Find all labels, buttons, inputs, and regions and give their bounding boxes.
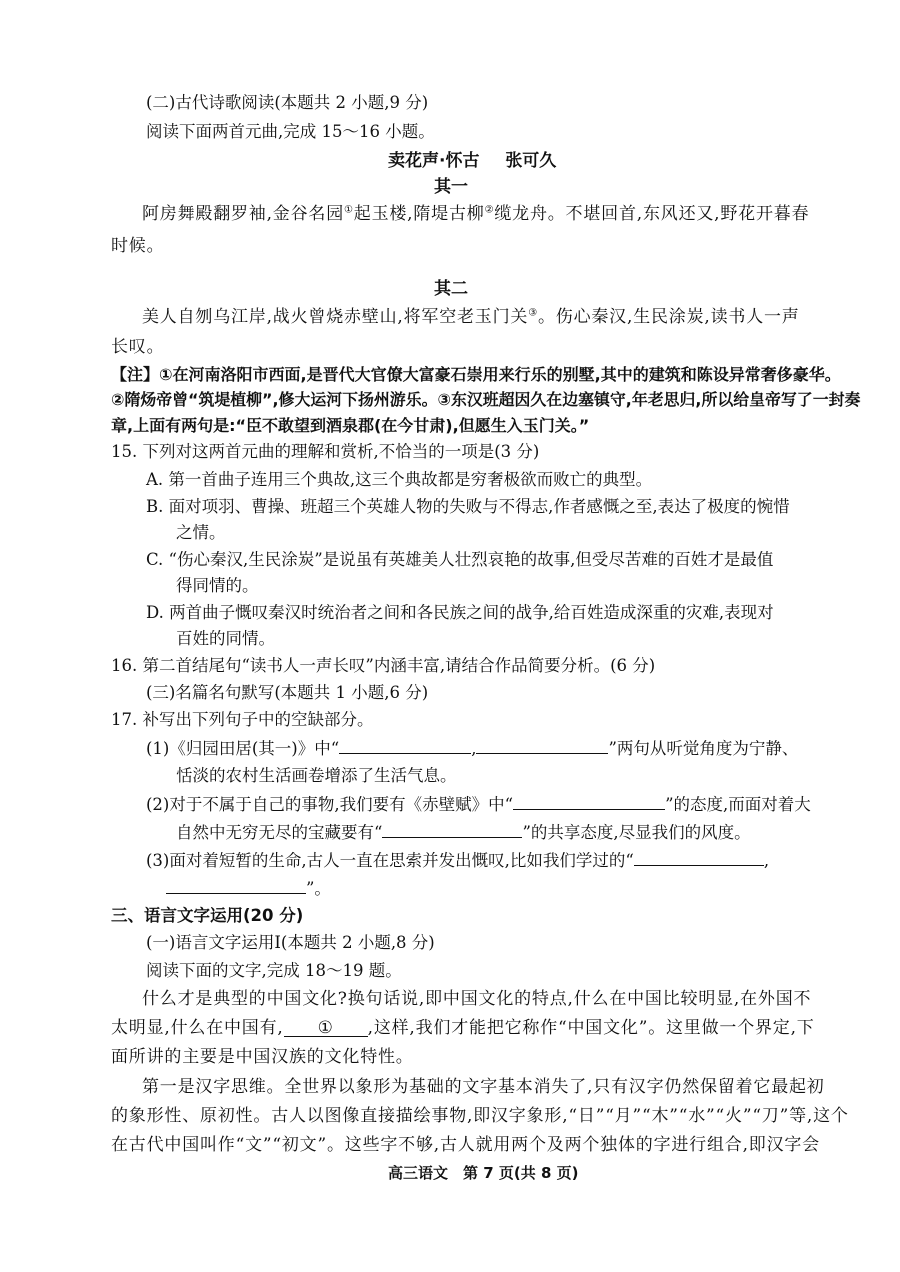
poem2-line2: 长叹。	[111, 337, 165, 357]
q17-item2-text-b: ”的态度,而面对着大	[665, 795, 811, 814]
q17-item1-line2: 恬淡的农村生活画卷增添了生活气息。	[176, 766, 457, 785]
poem1-line2: 时候。	[111, 236, 165, 256]
answer-blank[interactable]	[166, 877, 306, 894]
answer-blank[interactable]	[382, 821, 522, 838]
q17-item1-text-b: ,	[471, 739, 477, 758]
para2-line2: 的象形性、原初性。古人以图像直接描绘事物,即汉字象形,“日”“月”“木”“水”“火”“刀”等,这个	[111, 1106, 849, 1126]
q17-item2-line1	[146, 793, 811, 816]
part3-heading: 三、语言文字运用(20 分)	[111, 906, 304, 925]
q15-option-d-line2: 百姓的同情。	[176, 629, 275, 648]
poem2-line1-a: 美人自刎乌江岸,战火曾烧赤壁山,将军空老玉门关	[142, 307, 529, 327]
notes-line1: 【注】①在河南洛阳市西面,是晋代大官僚大富豪石崇用来行乐的别墅,其中的建筑和陈设异常奢侈豪华。	[111, 365, 841, 384]
q15-option-c-line1: C. “伤心秦汉,生民涂炭”是说虽有英雄美人壮烈哀艳的故事,但受尽苦难的百姓才是最值	[146, 550, 774, 569]
para2-line1: 第一是汉字思维。全世界以象形为基础的文字基本消失了,只有汉字仍然保留着它最起初	[142, 1077, 825, 1097]
notes-line2: ②隋炀帝曾“筑堤植柳”,修大运河下扬州游乐。③东汉班超因久在边塞镇守,年老思归,所以给皇帝写了一封奏	[111, 390, 861, 409]
q17-item3-text-c: ”。	[306, 879, 331, 898]
para1-line2-b: ,这样,我们才能把它称作“中国文化”。这里做一个界定,下	[367, 1018, 815, 1038]
q16-stem: 16. 第二首结尾句“读书人一声长叹”内涵丰富,请结合作品简要分析。(6 分)	[111, 656, 656, 675]
para1-line3: 面所讲的主要是中国汉族的文化特性。	[111, 1047, 414, 1067]
q17-item1-text-a: (1)《归园田居(其一)》中“	[146, 739, 340, 758]
section2-heading: (二)古代诗歌阅读(本题共 2 小题,9 分)	[146, 93, 429, 112]
poem2-heading: 其二	[434, 279, 468, 299]
para1-line2	[111, 1017, 815, 1039]
note-mark-2: ②	[484, 204, 495, 216]
q17-item3-line2	[166, 877, 331, 900]
part3-instruction: 阅读下面的文字,完成 18～19 题。	[146, 961, 402, 980]
para1-line2-a: 太明显,什么在中国有,	[111, 1018, 284, 1038]
poem2-line1	[142, 306, 800, 328]
q15-stem: 15. 下列对这两首元曲的理解和赏析,不恰当的一项是(3 分)	[111, 442, 540, 461]
section3-heading: (三)名篇名句默写(本题共 1 小题,6 分)	[146, 683, 429, 702]
note-mark-1: ①	[344, 204, 354, 216]
q17-item2-text-c: 自然中无穷无尽的宝藏要有“	[176, 823, 383, 842]
q17-item2-text-a: (2)对于不属于自己的事物,我们要有《赤壁赋》中“	[146, 795, 514, 814]
q17-item1-line1	[146, 737, 798, 760]
q15-option-a: A. 第一首曲子连用三个典故,这三个典故都是穷奢极欲而败亡的典型。	[146, 470, 653, 489]
para2-line3: 在古代中国叫作“文”“初文”。这些字不够,古人就用两个及两个独体的字进行组合,即汉字会	[111, 1135, 820, 1155]
q17-item3-text-a: (3)面对着短暂的生命,古人一直在思索并发出慨叹,比如我们学过的“	[146, 851, 634, 870]
q17-item3-line1	[146, 849, 769, 872]
answer-blank[interactable]	[476, 737, 608, 754]
answer-blank[interactable]	[513, 793, 665, 810]
q17-item2-text-d: ”的共享态度,尽显我们的风度。	[522, 823, 751, 842]
q15-option-b-line2: 之情。	[176, 523, 226, 542]
poem-title-text: 卖花声·怀古	[388, 151, 480, 171]
poem1-heading: 其一	[434, 177, 468, 197]
q17-item2-line2	[176, 821, 751, 844]
q15-option-b-line1: B. 面对项羽、曹操、班超三个英雄人物的失败与不得志,作者感慨之至,表达了极度的惋惜	[146, 497, 790, 516]
poem1-line1	[142, 203, 809, 225]
q17-item1-text-c: ”两句从听觉角度为宁静、	[608, 739, 799, 758]
note-mark-3: ③	[528, 307, 538, 319]
answer-blank[interactable]	[634, 849, 764, 866]
poem-author: 张可久	[505, 151, 557, 171]
part3-sub-heading: (一)语言文字运用Ⅰ(本题共 2 小题,8 分)	[146, 933, 435, 952]
notes-line3: 章,上面有两句是:“臣不敢望到酒泉郡(在今甘肃),但愿生入玉门关。”	[111, 416, 590, 435]
q15-option-d-line1: D. 两首曲子慨叹秦汉时统治者之间和各民族之间的战争,给百姓造成深重的灾难,表现对	[146, 603, 774, 622]
poem-title	[388, 150, 556, 172]
blank-mark-1: ①	[317, 1018, 334, 1038]
poem2-line1-b: 。伤心秦汉,生民涂炭,读书人一声	[537, 307, 800, 327]
poem1-line1-c: 缆龙舟。不堪回首,东风还又,野花开暮春	[494, 204, 810, 224]
q15-option-c-line2: 得同情的。	[176, 576, 259, 595]
para1-line1: 什么才是典型的中国文化?换句话说,即中国文化的特点,什么在中国比较明显,在外国不	[142, 989, 812, 1009]
answer-blank[interactable]	[339, 737, 471, 754]
page-footer: 高三语文 第 7 页(共 8 页)	[388, 1164, 579, 1182]
section2-instruction: 阅读下面两首元曲,完成 15～16 小题。	[146, 122, 435, 141]
poem1-line1-b: 起玉楼,隋堤古柳	[353, 204, 485, 224]
q17-stem: 17. 补写出下列句子中的空缺部分。	[111, 710, 374, 729]
answer-blank-1[interactable]	[284, 1020, 368, 1037]
q17-item3-text-b: ,	[763, 851, 770, 870]
poem1-line1-a: 阿房舞殿翻罗袖,金谷名园	[142, 204, 345, 224]
